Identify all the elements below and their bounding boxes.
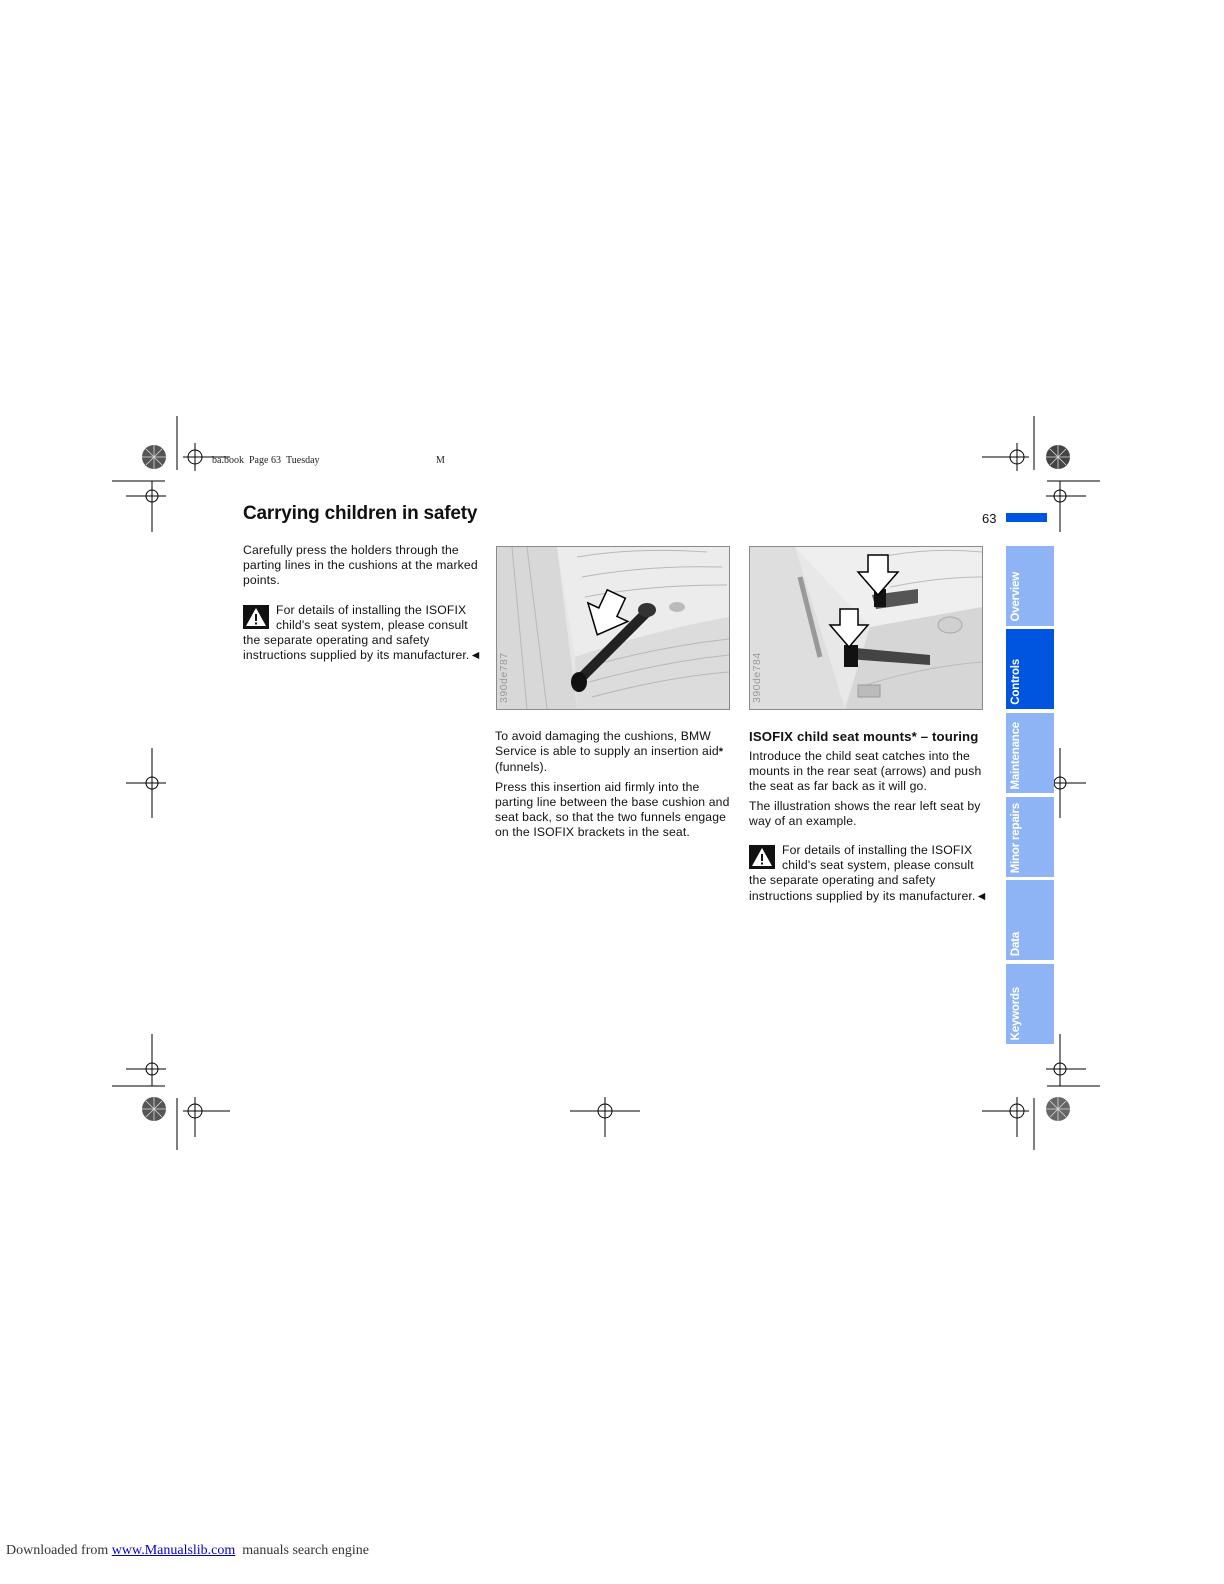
tab-overview[interactable] [1006, 546, 1054, 626]
tab-label: Overview [1010, 572, 1022, 622]
figure-isofix-mounts [749, 546, 983, 710]
page-title: Carrying children in safety [243, 503, 478, 524]
header-file: ba.book [212, 455, 244, 466]
download-footer [6, 1543, 369, 1559]
warning-triangle-icon [749, 845, 775, 869]
tab-minor-repairs[interactable] [1006, 797, 1054, 877]
end-mark: ◄ [975, 888, 988, 903]
optional-extra-star: * [718, 746, 724, 759]
footer-prefix: Downloaded from [6, 1543, 112, 1558]
seat-illustration [497, 547, 729, 709]
text-span: To avoid damaging the cushions, BMW Service is able to supply an insertion aid [495, 729, 719, 759]
page-number-bar [1006, 513, 1047, 522]
tab-label: Keywords [1010, 986, 1022, 1040]
warning-note [749, 843, 994, 904]
page-number: 63 [982, 511, 997, 526]
illustration-note: The illustration shows the rear left seat by way of an example. [749, 798, 981, 828]
insertion-aid-paragraph [495, 729, 740, 776]
text-span: (funnels). [495, 760, 548, 775]
section-heading: ISOFIX child seat mounts* – touring [749, 729, 979, 744]
header-page: Page 63 [249, 455, 281, 466]
tab-data[interactable] [1006, 880, 1054, 960]
warning-note [243, 603, 485, 664]
figure-seat-insertion-aid [496, 546, 730, 710]
tab-label: Maintenance [1010, 721, 1022, 789]
isofix-illustration [750, 547, 982, 709]
press-paragraph: Press this insertion aid firmly into the parting line between the base cushion and seat back, so that the two funnels engage on the ISOFIX brackets in the seat. [495, 779, 730, 840]
warning-triangle-icon [243, 605, 269, 629]
figure-code: 390de784 [751, 652, 763, 703]
column-1 [243, 543, 485, 663]
column-3 [749, 729, 994, 904]
manualslib-link[interactable]: www.Manualslib.com [111, 1543, 236, 1558]
tab-label: Controls [1010, 659, 1022, 705]
tab-controls[interactable] [1006, 629, 1054, 709]
warning-text: For details of installing the ISOFIX child's seat system, please consult the separate operating and safety instructions supplied by its manufacturer. [749, 843, 976, 903]
intro-paragraph: Carefully press the holders through the parting lines in the cushions at the marked points. [243, 543, 478, 588]
header-marker: M [436, 455, 445, 466]
tab-label: Data [1010, 931, 1022, 956]
tab-label: Minor repairs [1010, 802, 1022, 873]
warning-text: For details of installing the ISOFIX child's seat system, please consult the separate operating and safety instructions supplied by its manufacturer. [243, 602, 470, 663]
introduce-paragraph: Introduce the child seat catches into the mounts in the rear seat (arrows) and push the seat as far back as it will go. [749, 749, 982, 794]
footer-suffix: manuals search engine [235, 1543, 370, 1558]
tab-maintenance[interactable] [1006, 713, 1054, 793]
tab-keywords[interactable] [1006, 964, 1054, 1044]
column-2 [495, 729, 740, 844]
header-day: Tuesday [286, 455, 320, 466]
end-mark: ◄ [469, 648, 482, 663]
figure-code: 390de787 [498, 652, 510, 703]
